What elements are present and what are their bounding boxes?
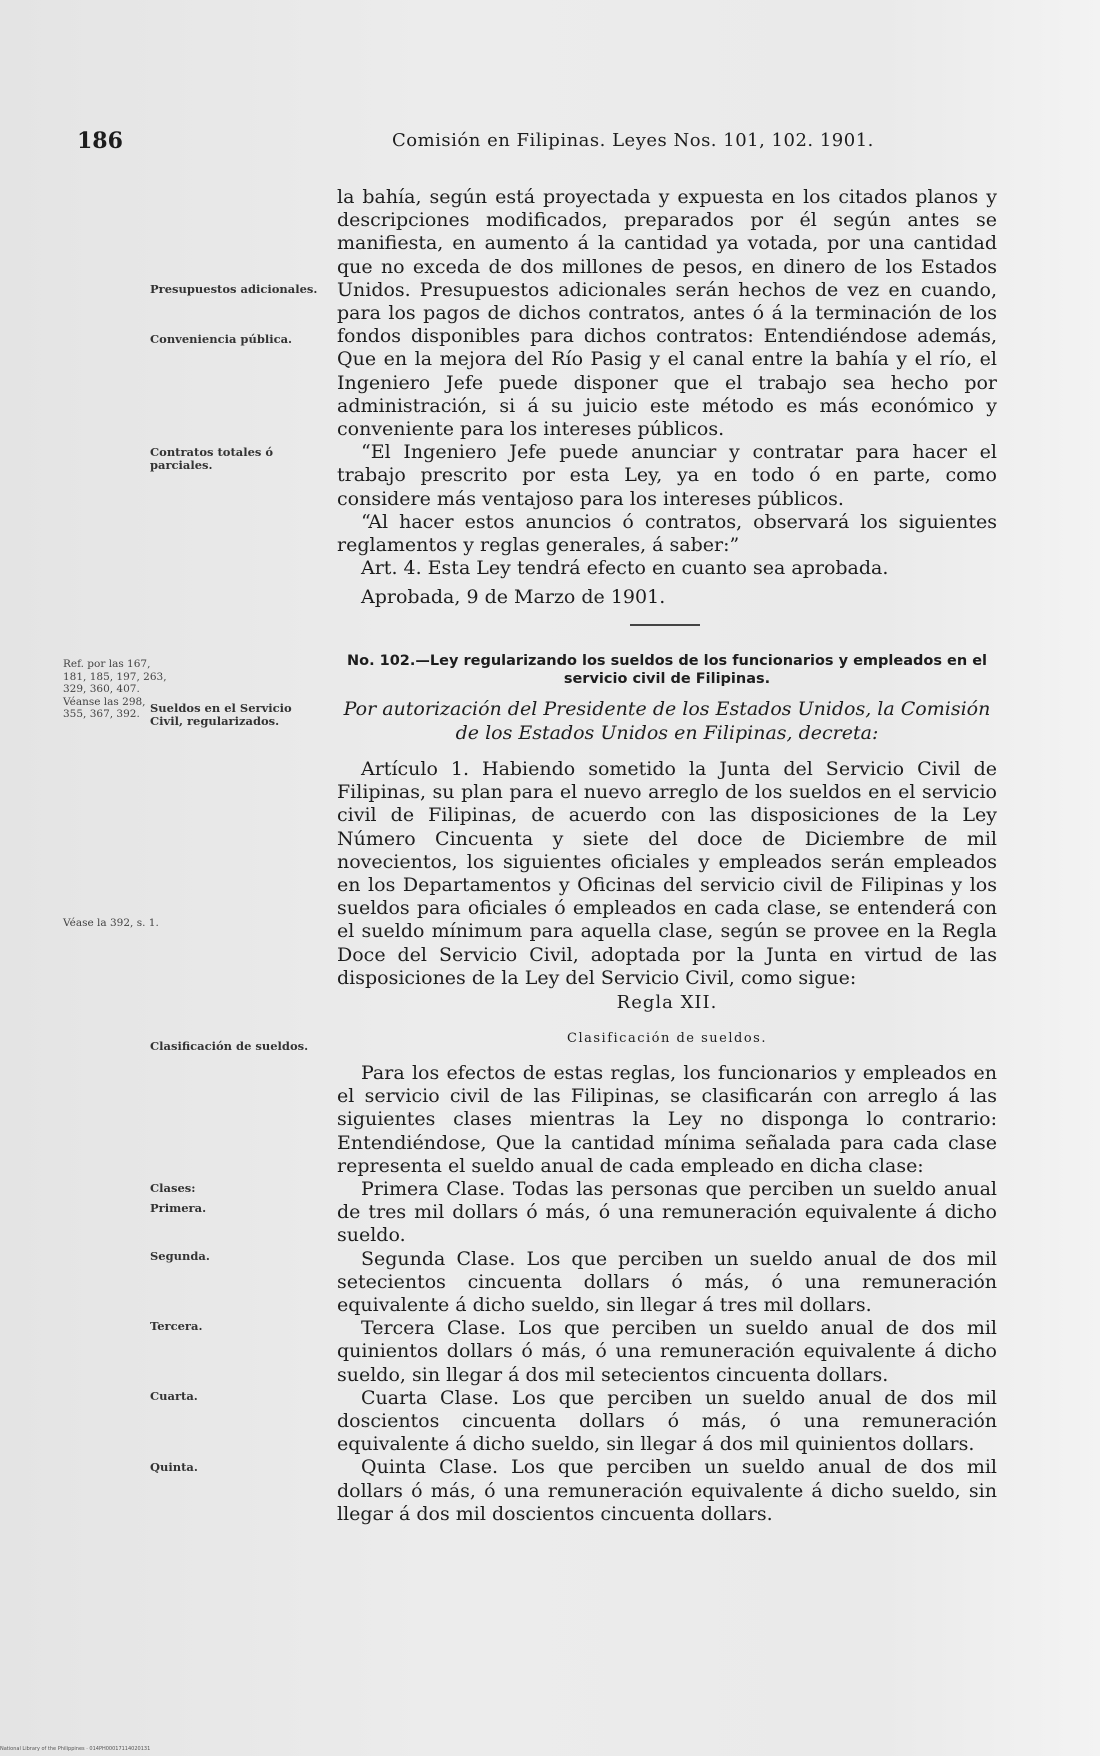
margin-note-contratos: Contratos totales ó parciales.: [150, 445, 274, 472]
paragraph: “El Ingeniero Jefe puede anunciar y contratar para hacer el trabajo prescrito por esta Ley, ya en todo ó en parte, como considere más ventajoso para los intereses públicos.: [337, 441, 997, 510]
cross-reference-note: Ref. por las 167, 181, 185, 197, 263, 329, 360, 407. Véanse las 298, 355, 367, 392.: [63, 658, 167, 720]
rule-subheading: Clasificación de sueldos.: [567, 1031, 767, 1046]
section-divider: [630, 624, 700, 626]
law-title: No. 102.—Ley regularizando los sueldos de los funcionarios y empleados en el servicio civil de Filipinas.: [346, 653, 988, 687]
class-primera: Primera Clase. Todas las personas que perciben un sueldo anual de tres mil dollars ó más, ó una remuneración equivalente á dicho sueldo.: [337, 1178, 997, 1247]
margin-note-cuarta: Cuarta.: [150, 1389, 198, 1403]
page-number: 186: [77, 128, 123, 154]
paragraph: “Al hacer estos anuncios ó contratos, observará los siguientes reglamentos y reglas generales, á saber:”: [337, 510, 997, 557]
class-cuarta: Cuarta Clase. Los que perciben un sueldo anual de dos mil doscientos cincuenta dollars ó más, ó una remuneración equivalente á dicho sueldo, sin llegar á dos mil quinientos dollars.: [337, 1386, 997, 1456]
class-tercera: Tercera Clase. Los que perciben un sueldo anual de dos mil quinientos dollars ó más, ó una remuneración equivalente á dicho sueldo, sin llegar á dos mil setecientos cincuenta dollars.: [337, 1317, 997, 1386]
margin-note-conveniencia: Conveniencia pública.: [150, 332, 293, 346]
paragraph: Artículo 1. Habiendo sometido la Junta del Servicio Civil de Filipinas, su plan para el nuevo arreglo de los sueldos en el servicio civil de Filipinas, de acuerdo con las disposiciones de la Ley Número Cincuenta y siete del doce de Diciembre de mil novecientos, los siguientes oficiales y empleados serán empleados en los Departamentos y Oficinas del servicio civil de Filipinas y los sueldos para oficiales ó empleados en cada clase, se entenderá con el sueldo mínimum para aquella clase, según se provee en la Regla Doce del Servicio Civil, adoptada por la Junta en virtud de las disposiciones de la Ley del Servicio Civil, como sigue:: [337, 758, 997, 989]
class-quinta: Quinta Clase. Los que perciben un sueldo anual de dos mil dollars ó más, ó una remuneración equivalente á dicho sueldo, sin llegar á dos mil doscientos cincuenta dollars.: [337, 1456, 997, 1525]
margin-note-presupuestos: Presupuestos adicionales.: [150, 282, 318, 296]
paragraph: la bahía, según está proyectada y expuesta en los citados planos y descripciones modificados, preparados por él según antes se manifiesta, en aumento á la cantidad ya votada, por una cantidad que no exceda de dos millones de pesos, en dinero de los Estados Unidos. Presupuestos adicionales serán hechos de vez en cuando, para los pagos de dichos contratos, antes ó á la terminación de los fondos disponibles para dichos contratos: Entendiéndose además, Que en la mejora del Río Pasig y el canal entre la bahía y el río, el Ingeniero Jefe puede disponer que el trabajo sea hecho por administración, si á su juicio este método es más económico y conveniente para los intereses públicos.: [337, 186, 997, 441]
approval-date: Aprobada, 9 de Marzo de 1901.: [361, 586, 666, 609]
margin-note-sueldos: Sueldos en el Servicio Civil, regularizados.: [150, 701, 292, 728]
running-title: Comisión en Filipinas. Leyes Nos. 101, 102. 1901.: [392, 130, 874, 151]
continuation-text: [337, 186, 997, 610]
classes-text: [337, 1062, 997, 1526]
margin-note-tercera: Tercera.: [150, 1319, 203, 1333]
margin-note-clases: Clases:: [150, 1181, 196, 1195]
enacting-clause: Por autorización del Presidente de los Estados Unidos, la Comisión de los Estados Unidos en Filipinas, decreta:: [343, 698, 991, 744]
see-also-note: Véase la 392, s. 1.: [63, 917, 159, 929]
article-1: [337, 758, 997, 990]
margin-note-quinta: Quinta.: [150, 1460, 198, 1474]
margin-note-segunda: Segunda.: [150, 1249, 210, 1263]
running-header: [77, 128, 937, 158]
scan-imprint: National Library of the Philippines · 014PH00017114020131: [0, 1746, 151, 1752]
rule-heading: Regla XII.: [616, 992, 718, 1013]
margin-note-primera: Primera.: [150, 1201, 207, 1215]
paragraph: Para los efectos de estas reglas, los funcionarios y empleados en el servicio civil de las Filipinas, se clasificarán con arreglo á las siguientes clases mientras la Ley no disponga lo contrario: Entendiéndose, Que la cantidad mínima señalada para cada clase representa el sueldo anual de cada empleado en dicha clase:: [337, 1062, 997, 1177]
class-segunda: Segunda Clase. Los que perciben un sueldo anual de dos mil setecientos cincuenta dollars ó más, ó una remuneración equivalente á dicho sueldo, sin llegar á tres mil dollars.: [337, 1247, 997, 1317]
margin-note-clasificacion: Clasificación de sueldos.: [150, 1039, 309, 1053]
article-4: Art. 4. Esta Ley tendrá efecto en cuanto sea aprobada.: [361, 557, 889, 580]
